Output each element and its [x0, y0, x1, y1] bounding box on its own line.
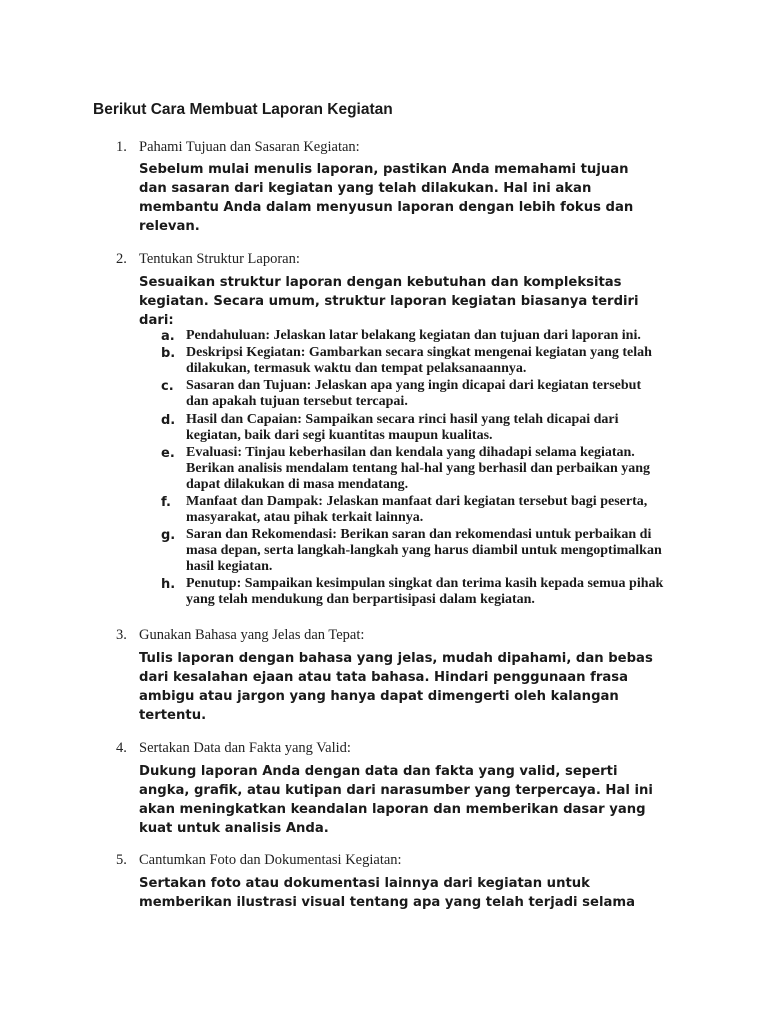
subitem-f-text: Manfaat dan Dampak: Jelaskan manfaat dari kegiatan tersebut bagi peserta, masyarakat, atau pihak terkait lainnya.: [186, 494, 648, 526]
subitem-d-letter: d.: [161, 413, 176, 428]
subitem-c-letter: c.: [161, 379, 174, 394]
section-5-heading: Cantumkan Foto dan Dokumentasi Kegiatan:: [139, 852, 402, 868]
subitem-e-text: Evaluasi: Tinjau keberhasilan dan kendala yang dihadapi selama kegiatan. Berikan analisis mendalam tentang hal-hal yang berhasil dan perbaikan yang dapat dilakukan di masa mendatang.: [186, 445, 651, 493]
subitem-a-text: Pendahuluan: Jelaskan latar belakang kegiatan dan tujuan dari laporan ini.: [186, 328, 641, 343]
section-3-heading: Gunakan Bahasa yang Jelas dan Tepat:: [139, 627, 365, 643]
subitem-b-text: Deskripsi Kegiatan: Gambarkan secara singkat mengenai kegiatan yang telah dilakukan, termasuk waktu dan tempat pelaksanaannya.: [186, 345, 652, 377]
subitem-g-text: Saran dan Rekomendasi: Berikan saran dan rekomendasi untuk perbaikan di masa depan, serta langkah-langkah yang harus diambil untuk mengoptimalkan hasil kegiatan.: [186, 527, 662, 575]
section-1-body: Sebelum mulai menulis laporan, pastikan Anda memahami tujuan dan sasaran dari kegiatan yang telah dilakukan. Hal ini akan membantu Anda dalam menyusun laporan dengan lebih fokus dan relevan.: [139, 162, 634, 234]
section-4-number: 4.: [116, 740, 127, 756]
subitem-e-letter: e.: [161, 446, 175, 461]
section-2-body: Sesuaikan struktur laporan dengan kebutuhan dan kompleksitas kegiatan. Secara umum, struktur laporan kegiatan biasanya terdiri dari:: [139, 275, 639, 328]
subitem-g-letter: g.: [161, 528, 176, 543]
section-3-body: Tulis laporan dengan bahasa yang jelas, mudah dipahami, dan bebas dari kesalahan ejaan atau tata bahasa. Hindari penggunaan frasa ambigu atau jargon yang hanya dapat dimengerti oleh kalangan tertentu.: [139, 651, 653, 723]
section-5-number: 5.: [116, 852, 127, 868]
section-1-number: 1.: [116, 139, 127, 155]
section-2-number: 2.: [116, 251, 127, 267]
subitem-d-text: Hasil dan Capaian: Sampaikan secara rinci hasil yang telah dicapai dari kegiatan, baik dari segi kuantitas maupun kualitas.: [186, 412, 619, 444]
subitem-h-letter: h.: [161, 577, 176, 592]
subitem-f-letter: f.: [161, 495, 171, 510]
section-3-number: 3.: [116, 627, 127, 643]
section-1-heading: Pahami Tujuan dan Sasaran Kegiatan:: [139, 139, 360, 155]
document-title: Berikut Cara Membuat Laporan Kegiatan: [93, 101, 393, 118]
subitem-c-text: Sasaran dan Tujuan: Jelaskan apa yang ingin dicapai dari kegiatan tersebut dan apakah tujuan tersebut tercapai.: [186, 378, 642, 410]
subitem-h-text: Penutup: Sampaikan kesimpulan singkat dan terima kasih kepada semua pihak yang telah mendukung dan berpartisipasi dalam kegiatan.: [186, 576, 664, 608]
section-5-body: Sertakan foto atau dokumentasi lainnya dari kegiatan untuk memberikan ilustrasi visual tentang apa yang telah terjadi selama: [139, 876, 636, 910]
section-2-heading: Tentukan Struktur Laporan:: [139, 251, 300, 267]
section-4-heading: Sertakan Data dan Fakta yang Valid:: [139, 740, 351, 756]
subitem-b-letter: b.: [161, 346, 176, 361]
subitem-a-letter: a.: [161, 329, 175, 344]
section-4-body: Dukung laporan Anda dengan data dan fakta yang valid, seperti angka, grafik, atau kutipan dari narasumber yang terpercaya. Hal ini akan meningkatkan keandalan laporan dan memberikan dasar yang kuat untuk analisis Anda.: [139, 764, 653, 836]
